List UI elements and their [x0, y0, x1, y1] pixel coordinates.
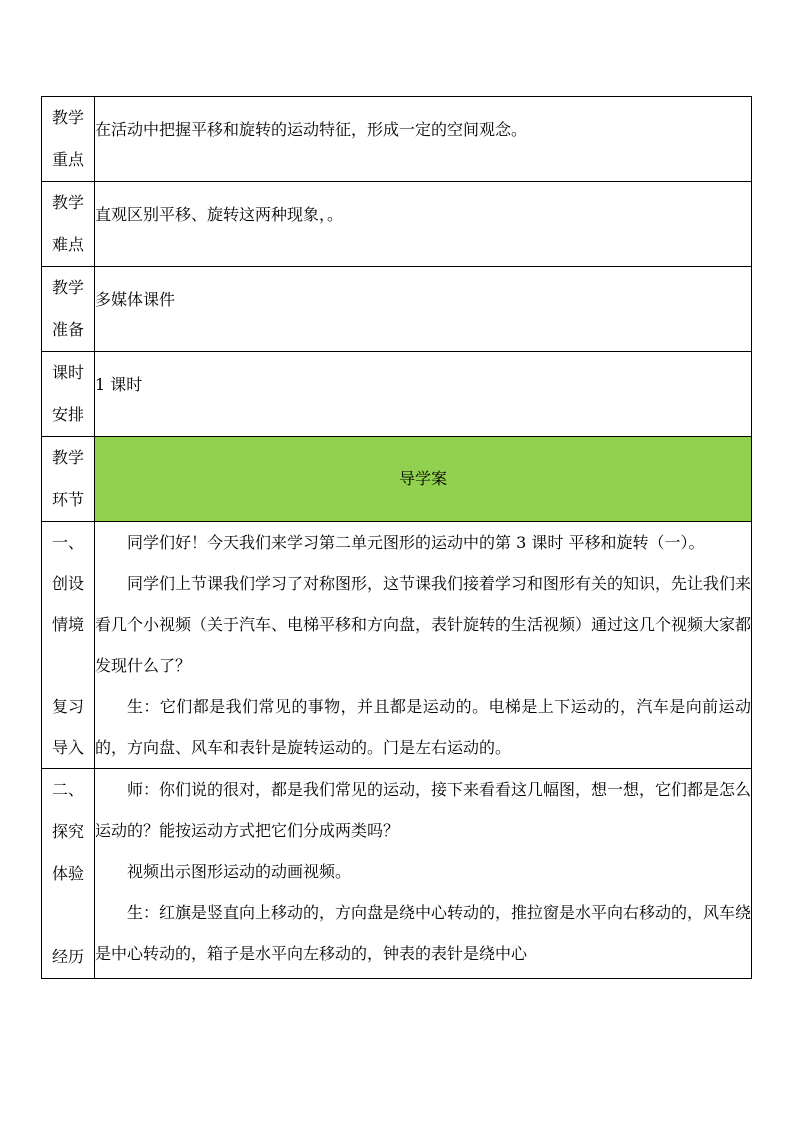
- label-line: 环节: [51, 490, 84, 509]
- row-label-key-points: [42, 97, 95, 182]
- label-line: 导入: [51, 738, 84, 757]
- label-line: 探究: [51, 822, 84, 841]
- label-line: 复习: [51, 697, 84, 716]
- content-text: 多媒体课件: [95, 290, 176, 309]
- row-content-key-points: [95, 97, 752, 182]
- section-label-explore: [42, 769, 95, 979]
- section-content-explore: [95, 769, 752, 979]
- section-header-guide: [95, 437, 752, 522]
- paragraph: 生：红旗是竖直向上移动的，方向盘是绕中心转动的，推拉窗是水平向右移动的，风车绕是中心转动的，箱子是水平向左移动的，钟表的表针是绕中心: [95, 903, 752, 963]
- section-header-text: 导学案: [398, 469, 447, 488]
- paragraph: 师：你们说的很对，都是我们常见的运动，接下来看看这几幅图，想一想，它们都是怎么运动的？能按运动方式把它们分成两类吗？: [95, 780, 752, 840]
- label-line: 课时: [51, 363, 84, 382]
- paragraph: 同学们好！今天我们来学习第二单元图形的运动中的第 3 课时 平移和旋转（一）。: [127, 533, 705, 552]
- table-row: [42, 522, 752, 769]
- paragraph: 同学们上节课我们学习了对称图形，这节课我们接着学习和图形有关的知识，先让我们来看几个小视频（关于汽车、电梯平移和方向盘，表针旋转的生活视频）通过这几个视频大家都发现什么了？: [95, 574, 752, 675]
- table-row: [42, 182, 752, 267]
- label-line: 重点: [51, 150, 84, 169]
- section-label-intro: [42, 522, 95, 769]
- section-content-intro: [95, 522, 752, 769]
- content-text: 在活动中把握平移和旋转的运动特征，形成一定的空间观念。: [95, 120, 528, 139]
- label-line: 难点: [51, 235, 84, 254]
- row-content-difficulty: [95, 182, 752, 267]
- label-line: 一、: [51, 533, 84, 552]
- label-line: 二、: [51, 780, 84, 799]
- spacer: [42, 645, 94, 686]
- label-line: 教学: [51, 108, 84, 127]
- label-line: 教学: [51, 278, 84, 297]
- label-line: 情境: [51, 615, 84, 634]
- table-row: [42, 769, 752, 979]
- table-row: [42, 352, 752, 437]
- label-line: 创设: [51, 574, 84, 593]
- row-label-stage: [42, 437, 95, 522]
- row-content-schedule: [95, 352, 752, 437]
- lesson-plan-table: [41, 96, 752, 979]
- paragraph: 视频出示图形运动的动画视频。: [127, 862, 352, 881]
- label-line: 经历: [51, 947, 84, 966]
- spacer: [42, 895, 94, 936]
- row-label-difficulty: [42, 182, 95, 267]
- label-line: 教学: [51, 448, 84, 467]
- row-content-preparation: [95, 267, 752, 352]
- table-row: [42, 267, 752, 352]
- row-label-schedule: [42, 352, 95, 437]
- table-row: [42, 437, 752, 522]
- content-text: 直观区别平移、旋转这两种现象，。: [95, 205, 344, 224]
- label-line: 体验: [51, 864, 84, 883]
- label-line: 准备: [51, 320, 84, 339]
- label-line: 教学: [51, 193, 84, 212]
- label-line: 安排: [51, 405, 84, 424]
- paragraph: 生：它们都是我们常见的事物，并且都是运动的。电梯是上下运动的，汽车是向前运动的，方向盘、风车和表针是旋转运动的。门是左右运动的。: [95, 697, 751, 757]
- row-label-preparation: [42, 267, 95, 352]
- content-text: 1 课时: [95, 375, 143, 394]
- table-row: [42, 97, 752, 182]
